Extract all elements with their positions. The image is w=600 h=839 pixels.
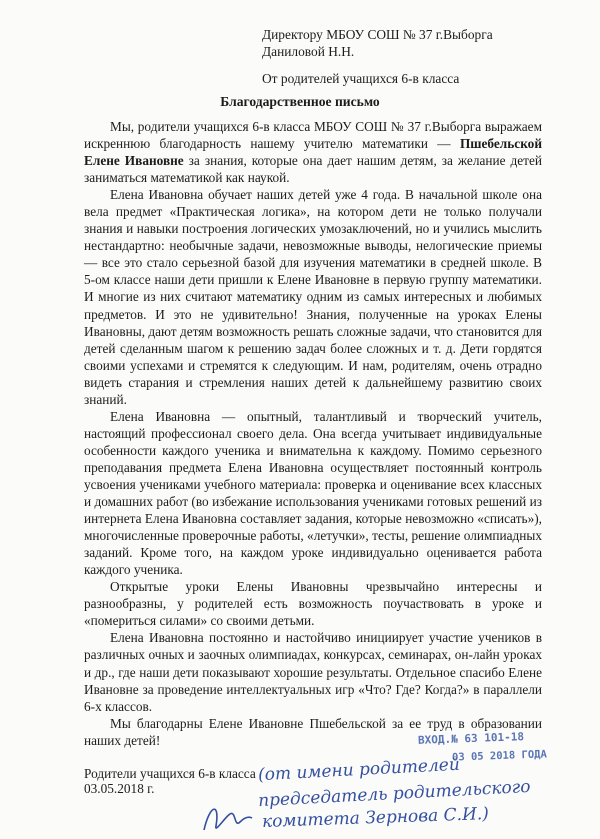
paragraph-1-end: за знания, которые она дает нашим детям, за желание детей заниматься математикой как наукой. — [84, 153, 542, 186]
signature-date: 03.05.2018 г. — [84, 781, 155, 796]
registration-stamp-date: 03 05 2018 ГОДА — [451, 748, 548, 764]
paragraph-3: Елена Ивановна — опытный, талантливый и творческий учитель, настоящий профессионал своего дела. Она всегда учитывает индивидуальные особенности каждого ученика и внимательна к каждому. Помимо серьезного преподавания предмета Елена Ивановна осуществляет постоянный контроль усвоения учениками учебного материала: проверка и оценивание всех классных и домашних работ (во избежание использования учениками готовых решений из интернета Елена Ивановна составляет задания, которые невозможно «списать»), многочисленные проверочные работы, «летучки», тесты, решение олимпиадных заданий. Кроме того, на каждом уроке индивидуально оценивается работа каждого ученика. — [84, 408, 542, 578]
addressee-line-1: Директору МБОУ СОШ № 37 г.Выборга — [262, 27, 493, 42]
paragraph-5: Елена Ивановна постоянно и настойчиво инициирует участие учеников в различных очных и заочных олимпиадах, конкурсах, семинарах, он-лайн уроках и др., где наши дети показывают хорошие результаты. Отдельное спасибо Елене Ивановне за проведение интеллектуальных игр «Что? Где? Когда?» в параллели 6-х классов. — [84, 630, 542, 714]
handwritten-signature-mark — [200, 796, 256, 836]
paragraph-1 — [84, 118, 542, 186]
teacher-name: Пшебельской Елене Ивановне — [84, 136, 542, 169]
addressee-line-2: Даниловой Н.Н. — [262, 44, 355, 59]
signature-parents: Родители учащихся 6-в класса — [84, 766, 256, 781]
paragraph-1-start: Мы, родители учащихся 6-в класса МБОУ СОШ № 37 г.Выборга выражаем искреннюю благодарность нашему учителю математики — — [84, 119, 542, 152]
paragraph-6: Мы благодарны Елене Ивановне Пшебельской за ее труд в образовании наших детей! — [84, 715, 542, 748]
stamp-number: 101-18 — [483, 730, 525, 745]
sender-line: От родителей учащихся 6-в класса — [262, 71, 460, 86]
handwritten-note-line-2: председатель родительского — [257, 776, 531, 812]
handwritten-note-line-3: комитета Зернова С.И.) — [261, 804, 490, 832]
stamp-incoming: ВХОД.№ 63 — [417, 731, 478, 747]
letter-body — [84, 118, 542, 749]
paragraph-4: Открытые уроки Елены Ивановны чрезвычайно интересны и разнообразны, у родителей есть возможность поучаствовать в уроке и «помериться силами» со своими детьми. — [84, 579, 542, 629]
letter-title: Благодарственное письмо — [220, 94, 380, 109]
handwritten-note-line-1: (от имени родителей — [257, 754, 461, 786]
paragraph-2: Елена Ивановна обучает наших детей уже 4 года. В начальной школе она вела предмет «Практическая логика», на котором дети не только получали знания и навыки построения логических умозаключений, но и учились мыслить нестандартно: необычные задачи, невозможные выводы, нелогические приемы — все это стало серьезной базой для изучения математики в средней школе. В 5-ом классе наши дети пришли к Елене Ивановне в первую группу математики. И многие из них считают математику одним из самых интересных и любимых предметов. И это не удивительно! Знания, полученные на уроках Елены Ивановны, дают детям возможность решать сложные задачи, что становится для детей сделанным шагом к решению задач более сложных и т. д. Дети гордятся своими успехами и стремятся к следующим. И нам, родителям, очень отрадно видеть старания и стремления наших детей к дальнейшему развитию своих знаний. — [84, 187, 542, 407]
